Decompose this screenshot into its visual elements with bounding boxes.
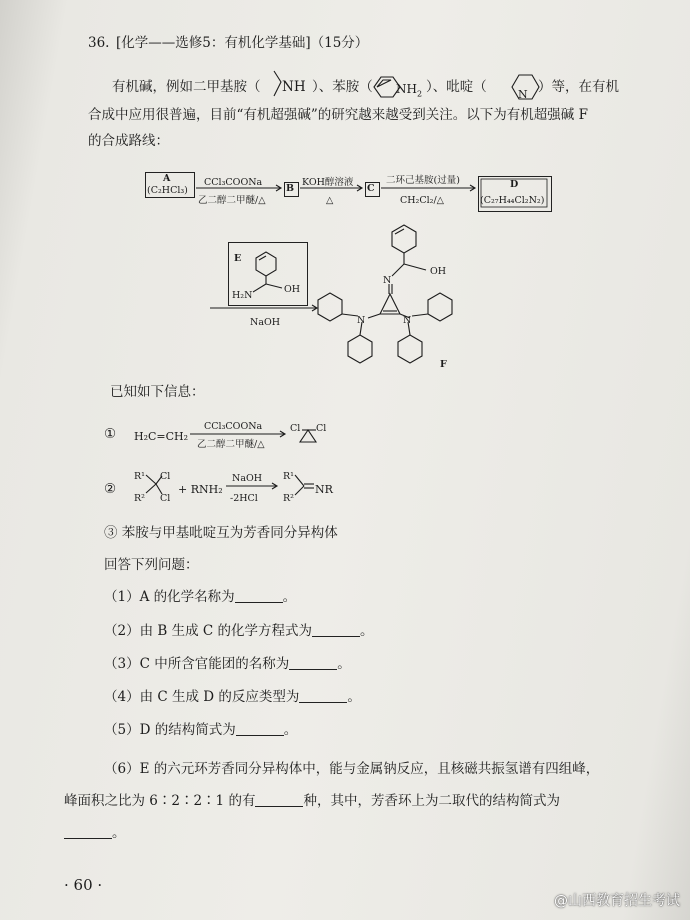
f-cyclohexyl-2 bbox=[348, 335, 372, 363]
known-3: ③ 苯胺与甲基吡啶互为芳香同分异构体 bbox=[104, 525, 338, 541]
f-cyclohexyl-3 bbox=[428, 293, 452, 321]
step3-condition: CH₂Cl₂/△ bbox=[400, 195, 444, 206]
question-title: [化学——选修5：有机化学基础]（15分） bbox=[116, 35, 369, 51]
known-2-condition: -2HCl bbox=[230, 493, 258, 504]
known-2-imine: NR bbox=[315, 483, 333, 496]
step3-reagent: 二环己基胺(过量) bbox=[386, 175, 460, 186]
compound-f-amine-n2: N bbox=[403, 315, 412, 326]
intro-text-1b: ）、苯胺（ bbox=[312, 79, 373, 95]
pyridine-ring bbox=[512, 75, 539, 99]
known-1-cl-right: Cl bbox=[316, 423, 327, 434]
question-3: （3）C 中所含官能团的名称为 。 bbox=[104, 656, 351, 672]
answer-heading: 回答下列问题： bbox=[104, 557, 199, 573]
known-2-cl-bottom: Cl bbox=[160, 493, 171, 504]
known-1-ethylene: H₂C=CH₂ bbox=[134, 430, 189, 443]
intro-text-3: 的合成路线： bbox=[88, 133, 169, 149]
f-cyclohexyl-1 bbox=[318, 293, 342, 321]
compound-f-imine-n: N bbox=[383, 275, 392, 286]
compound-f-label: F bbox=[440, 359, 447, 370]
known-2-number: ② bbox=[104, 481, 117, 497]
compound-e-amine: H₂N bbox=[232, 290, 253, 301]
known-2-cl-top: Cl bbox=[160, 471, 171, 482]
compound-d-label: D bbox=[510, 179, 519, 190]
question-4: （4）由 C 生成 D 的反应类型为 。 bbox=[104, 689, 361, 705]
step2-reagent: KOH醇溶液 bbox=[302, 177, 354, 188]
pyridine-n: N bbox=[518, 88, 528, 101]
compound-a-formula: (C₂HCl₃) bbox=[147, 185, 188, 196]
question-1: （1）A 的化学名称为 。 bbox=[104, 589, 297, 605]
known-2-product-r1: R¹ bbox=[283, 471, 294, 482]
step4-reagent: NaOH bbox=[250, 317, 281, 328]
aniline-nh2: $NH_2$ bbox=[396, 82, 423, 99]
question-6-line-2: 峰面积之比为 6∶2∶2∶1 的有 种，其中，芳香环上为二取代的结构简式为 bbox=[64, 793, 560, 809]
known-2-reagent: NaOH bbox=[232, 473, 263, 484]
known-heading: 已知如下信息： bbox=[110, 384, 205, 400]
compound-a-label: A bbox=[163, 173, 171, 184]
known-2-amine: + RNH₂ bbox=[178, 483, 223, 496]
dimethylamine-nh: NH bbox=[282, 79, 306, 95]
known-2-r2: R² bbox=[134, 493, 145, 504]
intro-text-2: 合成中应用很普遍，目前“有机超强碱”的研究越来越受到关注。以下为有机超强碱 F bbox=[88, 107, 588, 123]
f-cyclohexyl-4 bbox=[398, 335, 422, 363]
known-1-cl-left: Cl bbox=[290, 423, 301, 434]
page-number: · 60 · bbox=[64, 876, 103, 894]
known-2-r1: R¹ bbox=[134, 471, 145, 482]
step1-condition: 乙二醇二甲醚/△ bbox=[198, 195, 266, 206]
intro-text-1d: ）等，在有机 bbox=[538, 79, 619, 95]
known-1-condition: 乙二醇二甲醚/△ bbox=[197, 439, 265, 450]
known-1-reagent: CCl₃COONa bbox=[204, 421, 263, 432]
compound-e-hydroxyl: OH bbox=[284, 284, 301, 295]
known-1-number: ① bbox=[104, 426, 117, 442]
compound-e-label: E bbox=[234, 253, 242, 264]
question-6-line-1: （6）E 的六元环芳香同分异构体中，能与金属钠反应，且核磁共振氢谱有四组峰， bbox=[104, 761, 600, 777]
compound-f-amine-n1: N bbox=[357, 315, 366, 326]
e-phenyl-ring bbox=[256, 252, 276, 276]
question-6-line-3: 。 bbox=[64, 824, 126, 842]
question-number: 36. bbox=[88, 35, 110, 51]
question-5: （5）D 的结构简式为 。 bbox=[104, 722, 298, 738]
compound-c-label: C bbox=[367, 183, 375, 194]
watermark: @山西教育招生考试 bbox=[554, 893, 680, 909]
intro-text-1a: 有机碱，例如二甲基胺（ bbox=[112, 79, 261, 95]
known-2-product-r2: R² bbox=[283, 493, 294, 504]
compound-b-label: B bbox=[286, 183, 295, 194]
compound-f-hydroxyl: OH bbox=[430, 266, 447, 277]
intro-text-1c: ）、吡啶（ bbox=[426, 79, 487, 95]
step2-condition: △ bbox=[326, 195, 334, 206]
compound-d-formula: (C₂₇H₄₄Cl₂N₂) bbox=[480, 195, 545, 206]
step1-reagent: CCl₃COONa bbox=[204, 177, 263, 188]
known-1-cyclopropane bbox=[300, 430, 316, 442]
question-2: （2）由 B 生成 C 的化学方程式为 。 bbox=[104, 623, 374, 639]
